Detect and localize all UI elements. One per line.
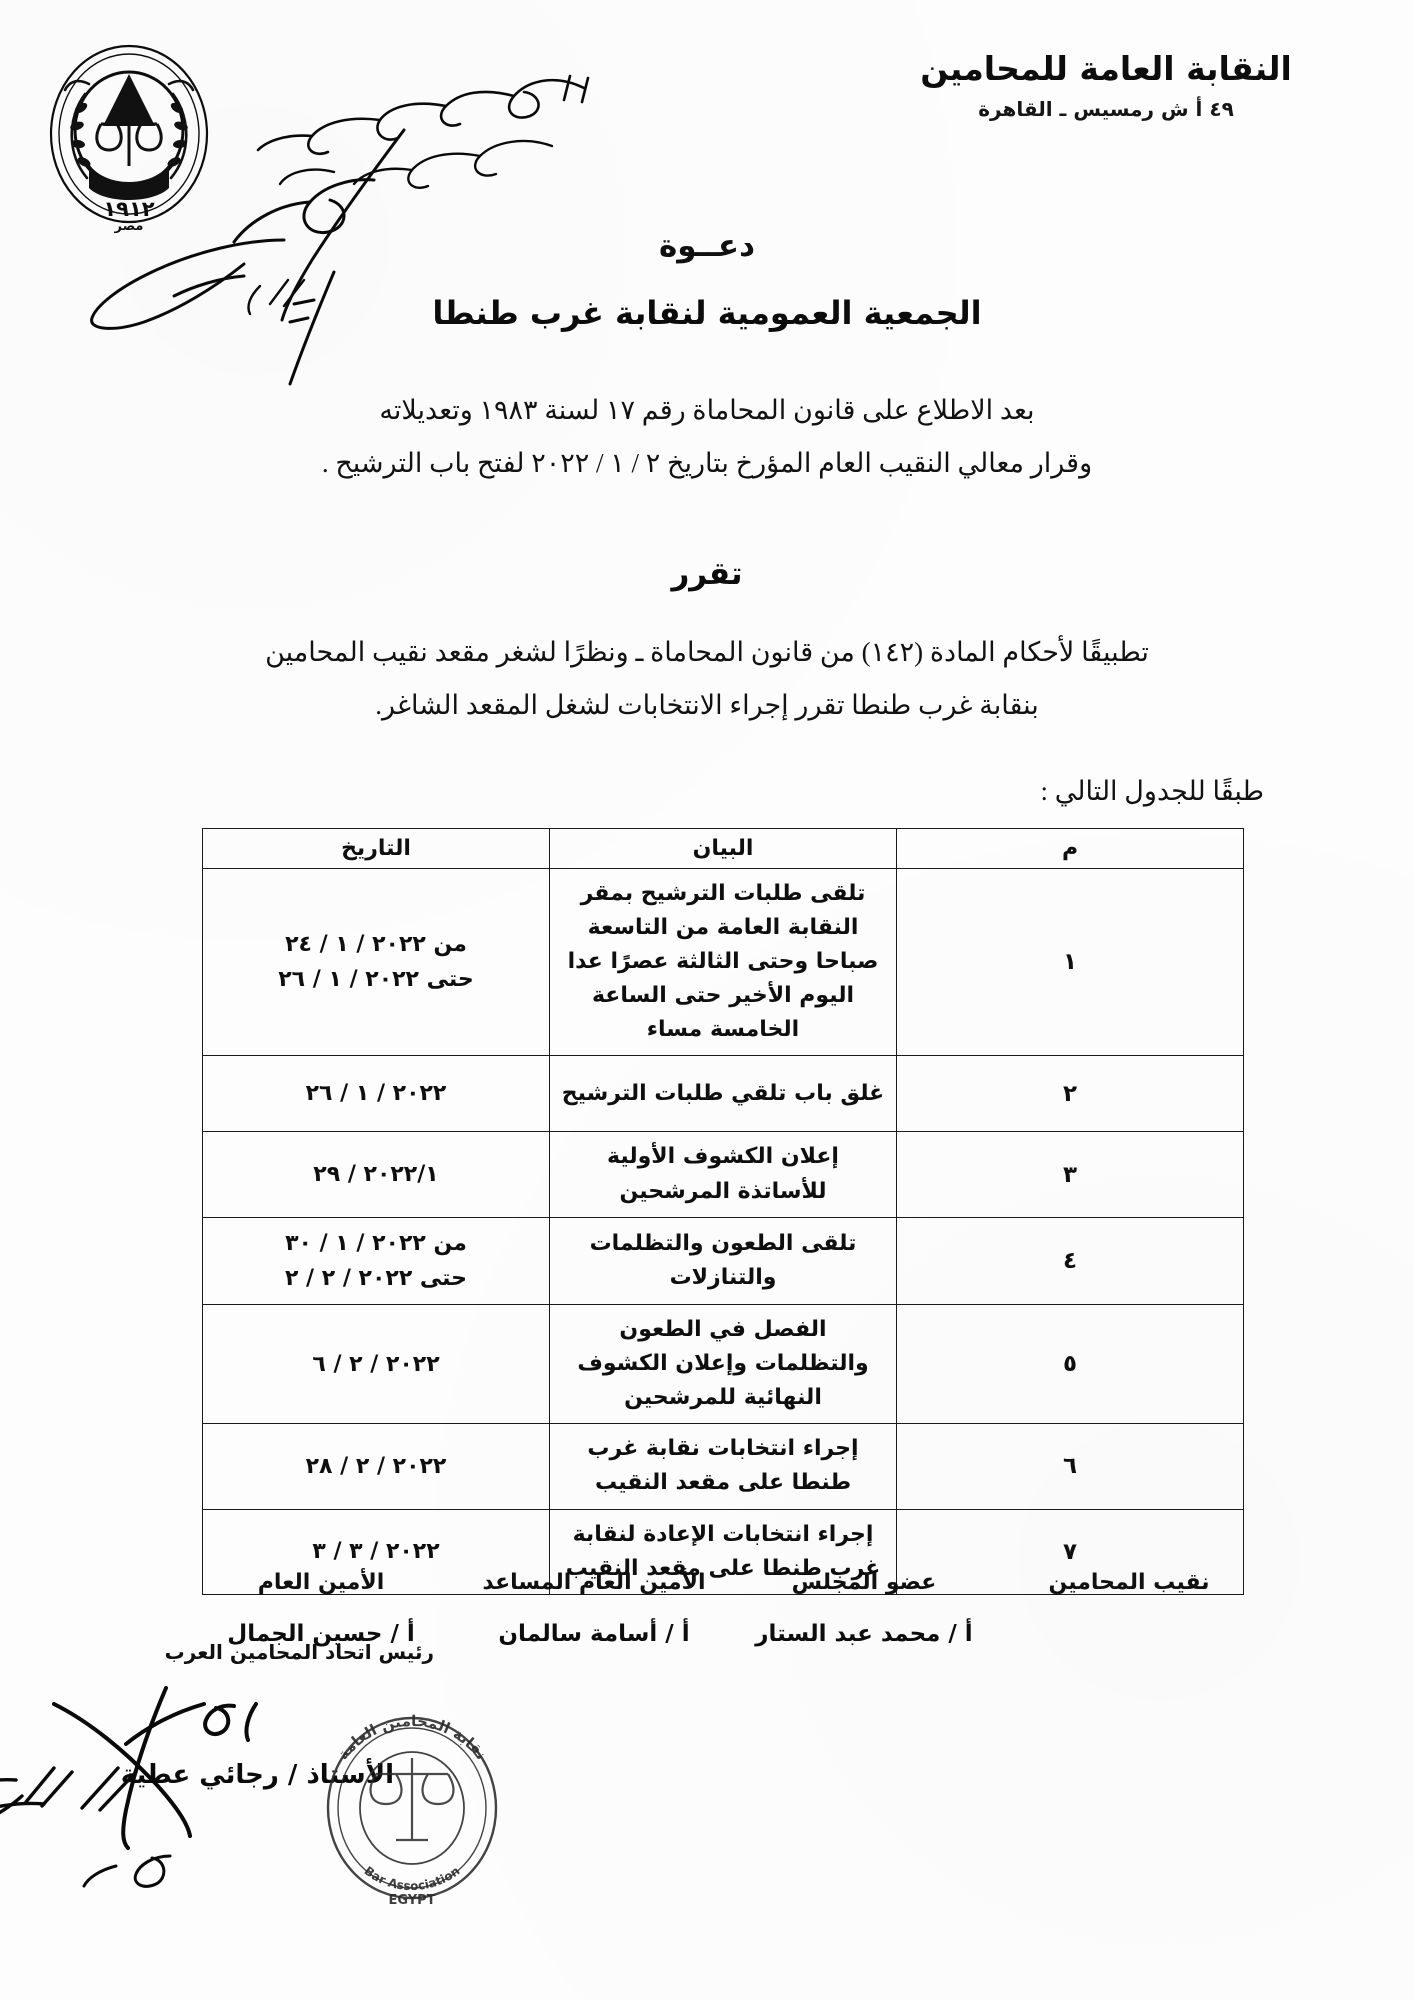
seal-bottom-text: Bar Association	[361, 1863, 463, 1894]
row-number: ٥	[897, 1305, 1244, 1424]
emblem-country-text: مصر	[114, 219, 144, 233]
row-number: ٣	[897, 1132, 1244, 1217]
document-title: الجمعية العمومية لنقابة غرب طنطا	[432, 294, 982, 332]
row-date	[203, 1056, 550, 1132]
signatory-name: أ / أسامة سالمان	[498, 1621, 690, 1647]
preamble-line-1: بعد الاطلاع على قانون المحاماة رقم ١٧ لسنة ١٩٨٣ وتعديلاته	[379, 395, 1035, 425]
row-description: الفصل في الطعون والتظلمات وإعلان الكشوف النهائية للمرشحين	[550, 1305, 897, 1424]
signatory-role: عضو المجلس	[791, 1570, 937, 1595]
row-description: تلقى الطعون والتظلمات والتنازلات	[550, 1217, 897, 1304]
table-body	[203, 869, 1244, 1595]
preamble-line-2: وقرار معالي النقيب العام المؤرخ بتاريخ ٢ / ١ / ٢٠٢٢ لفتح باب الترشيح .	[321, 447, 1093, 478]
row-date-from: ٢٠٢٢ / ٢ / ٦	[312, 1351, 440, 1377]
row-date-from: ٢٠٢٢ / ١ / ٢٦	[305, 1081, 447, 1107]
column-header-description: البيان	[550, 829, 897, 869]
organization-block	[826, 50, 1386, 121]
column-header-date: التاريخ	[203, 829, 550, 869]
column-header-number: م	[897, 829, 1244, 869]
decision-paragraph	[150, 626, 1264, 731]
document-kicker: دعــوة	[658, 228, 755, 264]
table-header-row	[203, 829, 1244, 869]
row-date-from: ٢٠٢٢ / ٢ / ٢٨	[305, 1453, 447, 1479]
table-row	[203, 1056, 1244, 1132]
row-number: ٤	[897, 1217, 1244, 1304]
table-row	[203, 869, 1244, 1056]
row-description: تلقى طلبات الترشيح بمقر النقابة العامة من التاسعة صباحا وحتى الثالثة عصرًا عدا اليوم الأخير حتى الساعة الخامسة مساء	[550, 869, 897, 1056]
election-schedule-table	[202, 828, 1244, 1595]
organization-name: النقابة العامة للمحامين	[920, 49, 1292, 88]
table-row	[203, 1217, 1244, 1304]
signature-block	[144, 1570, 1264, 1700]
chairman-role: رئيس اتحاد المحامين العرب	[164, 1640, 434, 1664]
row-description: غلق باب تلقي طلبات الترشيح	[550, 1056, 897, 1132]
seal-top-text: نقابة المحامين العامة	[333, 1711, 491, 1764]
row-date	[203, 1217, 550, 1304]
row-date	[203, 1132, 550, 1217]
official-seal-stamp	[304, 1690, 519, 1920]
signatory-role: الأمين العام	[257, 1570, 385, 1595]
seal-country-text: EGYPT	[388, 1893, 436, 1908]
preamble-paragraph	[118, 384, 1296, 489]
organization-address: ٤٩ أ ش رمسيس ـ القاهرة	[978, 96, 1234, 121]
emblem-year-text: ١٩١٢	[103, 197, 155, 221]
row-description: إعلان الكشوف الأولية للأساتذة المرشحين	[550, 1132, 897, 1217]
signatory-bar-president	[1004, 1570, 1254, 1621]
table-row	[203, 1424, 1244, 1509]
decision-heading: تقرر	[671, 556, 743, 592]
letterhead	[0, 28, 1414, 233]
signatory-secretary-general	[196, 1570, 446, 1647]
table-row	[203, 1132, 1244, 1217]
bar-association-emblem-icon	[29, 38, 229, 233]
signatory-role: نقيب المحامين	[1048, 1570, 1210, 1595]
table-lead-text: طبقًا للجدول التالي :	[1040, 776, 1264, 806]
chairman-name: الأستاذ / رجائي عطية	[120, 1760, 394, 1790]
row-date-from: من ٢٠٢٢ / ١ / ٢٤	[285, 932, 467, 958]
signatory-name: أ / حسين الجمال	[227, 1621, 415, 1647]
row-description: إجراء انتخابات نقابة غرب طنطا على مقعد النقيب	[550, 1424, 897, 1509]
row-date-from: ٢٠٢٢ / ٣ / ٣	[312, 1539, 440, 1564]
row-date-from: من ٢٠٢٢ / ١ / ٣٠	[285, 1230, 467, 1256]
row-number: ٢	[897, 1056, 1244, 1132]
table-row	[203, 1305, 1244, 1424]
row-date-to: حتى ٢٠٢٢ / ١ / ٢٦	[278, 967, 474, 993]
row-date	[203, 1424, 550, 1509]
signatory-role: الأمين العام المساعد	[482, 1570, 706, 1595]
row-number: ٦	[897, 1424, 1244, 1509]
signatory-name: أ / محمد عبد الستار	[755, 1621, 973, 1647]
decision-line-1: تطبيقًا لأحكام المادة (١٤٢) من قانون المحاماة ـ ونظرًا لشغر مقعد نقيب المحامين	[265, 637, 1149, 667]
row-date	[203, 869, 550, 1056]
row-description: إجراء انتخابات الإعادة لنقابة غرب طنطا على مقعد النقيب	[550, 1509, 897, 1594]
row-number: ٧	[897, 1509, 1244, 1594]
row-date-from: ٢٠٢٢/١ / ٢٩	[313, 1161, 439, 1187]
row-number: ١	[897, 869, 1244, 1056]
signatory-board-member	[734, 1570, 994, 1647]
row-date-to: حتى ٢٠٢٢ / ٢ / ٢	[284, 1265, 468, 1291]
signatory-assistant-secretary-general	[469, 1570, 719, 1647]
decision-line-2: بنقابة غرب طنطا تقرر إجراء الانتخابات لشغل المقعد الشاغر.	[375, 689, 1039, 720]
row-date	[203, 1305, 550, 1424]
